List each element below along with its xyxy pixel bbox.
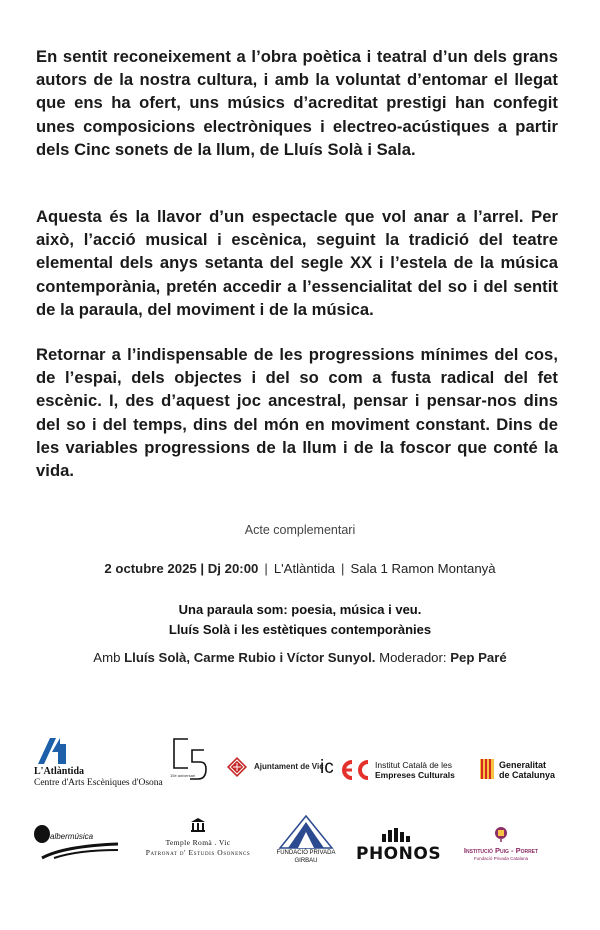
- ajuntament-vic-logo: [226, 756, 324, 782]
- atlantida-name: L'Atlàntida: [34, 766, 85, 777]
- temple-line-2: Patronat d' Estudis Osonencs: [145, 848, 251, 857]
- phonos-logo: [356, 828, 442, 864]
- icec-mark: ic: [320, 757, 334, 778]
- icec-ec-icon: [338, 758, 370, 782]
- puig-porret-line-2: Fundació Privada Catalana: [473, 856, 529, 861]
- patronat-estudis-osonencs-logo: [130, 818, 266, 860]
- phonos-bars-icon: [382, 828, 412, 842]
- phonos-name: PHONOS: [356, 844, 442, 864]
- girbau-tent-icon: [274, 814, 338, 850]
- event-label: Acte complementari: [244, 523, 356, 537]
- puig-porret-line-1: Institució Puig - Porret: [463, 846, 539, 855]
- icec-logo: [320, 756, 468, 786]
- albermusica-logo: [34, 824, 120, 860]
- albermusica-mark-icon: [34, 824, 120, 860]
- atlantida-logo: [34, 736, 164, 788]
- albermusica-name: albermúsica: [50, 832, 94, 841]
- atlantida-a-icon: [36, 736, 76, 766]
- event-credits: [0, 650, 600, 665]
- senyera-icon: [480, 759, 494, 779]
- intro-paragraph-1: En sentit reconeixement a l’obra poètica i teatral d’un dels grans autors de la nostra cultura, i amb la voluntat d’entomar el llegat que ens ha ofert, uns músics d’acreditat prestigi han confegit unes composicions electròniques i electreo-acústiques a partir dels Cinc sonets de la llum, de Lluís Solà i Sala.: [36, 47, 558, 159]
- girbau-line-1: FUNDACIÓ PRIVADA: [276, 850, 336, 856]
- moderator-name: Pep Paré: [450, 650, 507, 665]
- participants: Lluís Solà, Carme Rubio i Víctor Sunyol.: [124, 650, 376, 665]
- intro-paragraph-3: Retornar a l’indispensable de les progressions mínimes del cos, de l’espai, dels objectes i del so com a fusta radical del fet escènic. I, des d’aquest joc ancestral, pensar i pensar-nos dins del so i del temps, dins del món en moviment constant. Dins de les variables progressions de la llum i de la foscor que conté la vida.: [36, 345, 558, 481]
- generalitat-logo: [480, 758, 570, 784]
- ajuntament-label: Ajuntament de Vic: [254, 762, 324, 771]
- generalitat-line-1: Generalitat: [499, 760, 547, 770]
- moderator-label: Moderador:: [379, 650, 447, 665]
- generalitat-line-2: de Catalunya: [499, 770, 556, 780]
- intro-paragraph-2: Aquesta és la llavor d’un espectacle que vol anar a l’arrel. Per això, l’acció musical i escènica, seguint la tradició del teatre elemental dels anys setanta del segle XX i l’estela de la música contemporània, pretén accedir a l’essencialitat del so i del sentit de la paraula, del moviment i de la música.: [36, 207, 558, 319]
- girbau-line-2: GIRBAU: [294, 858, 318, 864]
- institucio-puig-porret-logo: [446, 826, 556, 866]
- event-venue: L'Atlàntida: [273, 561, 335, 576]
- atlantida-subtitle: Centre d'Arts Escèniques d'Osona: [34, 778, 163, 788]
- event-date-time: 2 octubre 2025 | Dj 20:00: [104, 561, 259, 576]
- temple-line-1: Temple Romà . Vic: [165, 838, 231, 847]
- c5-caption: 15è aniversari: [170, 773, 196, 778]
- c5-anniversary-logo: [170, 736, 210, 784]
- icec-line-1: Institut Català de les: [375, 760, 453, 770]
- event-dateline: 2 octubre 2025 | Dj 20:00 | L'Atlàntida | Sala 1 Ramon Montanyà: [104, 561, 496, 576]
- event-room: Sala 1 Ramon Montanyà: [350, 561, 496, 576]
- event-title-line-1: Una paraula som: poesia, música i veu.: [178, 602, 422, 617]
- temple-icon: [190, 818, 206, 832]
- vic-shield-icon: [226, 756, 248, 778]
- event-title-line-2: Lluís Solà i les estètiques contemporànies: [168, 622, 432, 637]
- puig-porret-emblem-icon: [494, 826, 508, 842]
- fundacio-girbau-logo: [274, 814, 338, 870]
- icec-line-2: Empreses Culturals: [375, 770, 455, 780]
- with-prefix: Amb: [93, 650, 121, 665]
